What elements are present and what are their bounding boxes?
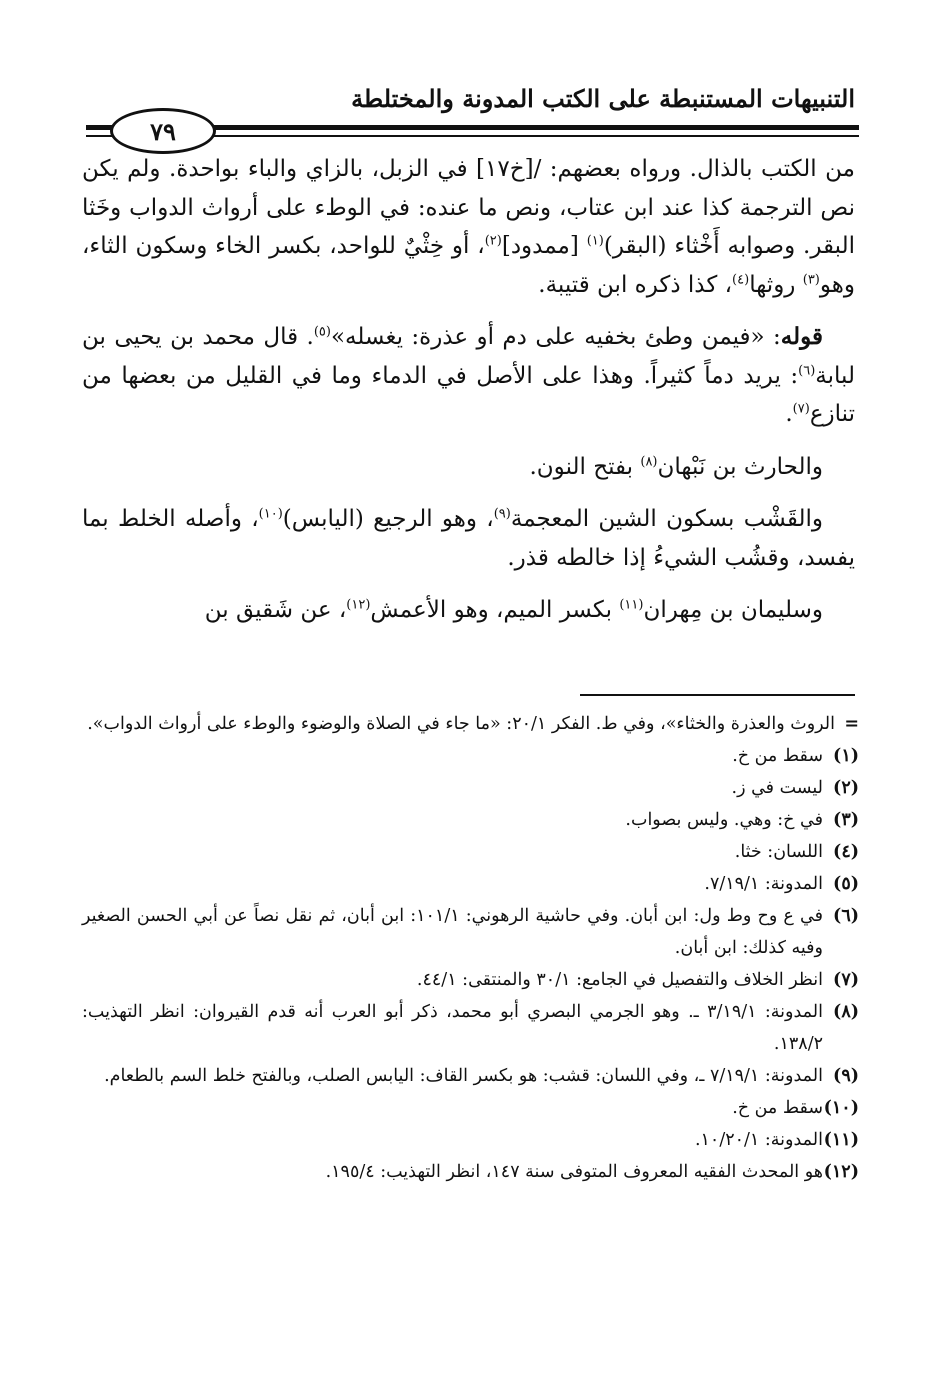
text-run: والقَشْب بسكون الشين المعجمة	[510, 506, 823, 532]
text-run: والحارث بن نَبْهان	[657, 453, 823, 480]
footnote-item	[82, 1060, 859, 1092]
footnote-item	[82, 1092, 859, 1124]
footnote-item	[82, 772, 859, 804]
paragraph-5	[82, 591, 855, 630]
footnote-ref[interactable]: (٣)	[802, 271, 820, 287]
text-run: ، أو خِثْيٌ للواحد، بكسر الخاء وسكون الثاء، وهو	[82, 233, 855, 298]
footnote-text: الروث والعذرة والخثاء»، وفي ط. الفكر ٢٠/١: «ما جاء في الصلاة والوضوء والوطء على أرواث الدواب».	[87, 714, 835, 734]
footnote-number: (٣)	[833, 810, 859, 830]
footnote-text: المدونة: ١٠/٢٠/١.	[694, 1130, 823, 1150]
footnote-ref[interactable]: (٤)	[732, 271, 750, 287]
footnote-ref[interactable]: (٦)	[798, 362, 816, 378]
footnote-ref[interactable]: (٧)	[792, 401, 810, 417]
text-run: وسليمان بن مِهران	[643, 597, 823, 623]
paragraph-1	[82, 150, 855, 304]
footnote-number: (٤)	[833, 842, 859, 862]
paragraph-2	[82, 318, 855, 434]
footnote-ref[interactable]: (١)	[586, 233, 604, 249]
footnote-list	[82, 740, 859, 1188]
footnote-number: (١٢)	[823, 1162, 859, 1182]
main-text	[82, 150, 855, 644]
footnote-text: انظر الخلاف والتفصيل في الجامع: ٣٠/١ والمنتقى: ٤٤/١.	[416, 970, 823, 990]
footnote-number: (٢)	[833, 778, 859, 798]
footnote-text: سقط من خ.	[732, 1098, 823, 1118]
footnote-ref[interactable]: (٢)	[484, 233, 502, 249]
paragraph-4	[82, 500, 855, 577]
footnote-ref[interactable]: (٥)	[313, 324, 331, 340]
footnote-text: المدونة: ٣/١٩/١ ـ. وهو الجرمي البصري أبو محمد، ذكر أبو العرب أنه قدم القيروان: انظر التهذيب: ١٣٨/٢.	[82, 1002, 823, 1054]
footnote-text: المدونة: ٧/١٩/١.	[704, 874, 823, 894]
text-run: بكسر الميم، وهو الأعمش	[370, 597, 620, 623]
footnote-text: سقط من خ.	[732, 746, 823, 766]
paragraph-3	[82, 448, 855, 487]
footnote-item	[82, 740, 859, 772]
footnote-ref[interactable]: (١٢)	[346, 597, 371, 613]
lead-word: قوله	[780, 323, 823, 350]
text-run: . قال محمد بن يحيى بن لبابة	[82, 324, 855, 389]
footnote-text: المدونة: ٧/١٩/١ ـ، وفي اللسان: قشب: هو بكسر القاف: اليابس الصلب، وبالفتح خلط السم بالطعام.	[104, 1066, 823, 1086]
footnote-number: (١١)	[823, 1130, 859, 1150]
footnote-text: هو المحدث الفقيه المعروف المتوفى سنة ١٤٧، انظر التهذيب: ١٩٥/٤.	[325, 1162, 823, 1182]
footnotes	[82, 708, 859, 1188]
footnote-item	[82, 868, 859, 900]
footnote-ref[interactable]: (٩)	[493, 506, 511, 522]
footnote-item	[82, 900, 859, 964]
text-run: [ممدود]	[501, 233, 587, 259]
text-run: : يريد دماً كثيراً. وهذا على الأصل في الدماء وما في القليل من بعضها من تنازع	[82, 362, 855, 427]
footnote-ref[interactable]: (١٠)	[258, 506, 283, 522]
footnote-item	[82, 804, 859, 836]
footnote-number: (٧)	[833, 970, 859, 990]
footnote-ref[interactable]: (١١)	[619, 597, 644, 613]
text-run: ، وهو الرجيع (اليابس)	[282, 506, 494, 532]
text-run: : «فيمن وطئ بخفيه على دم أو عذرة: يغسله»	[330, 324, 781, 350]
footnote-item	[82, 964, 859, 996]
footnote-continuation	[82, 708, 859, 740]
text-run: من الكتب بالذال. ورواه بعضهم: /[خ١٧] في الزبل، بالزاي والباء بواحدة. ولم يكن نص الترجمة كذا عند ابن عتاب، ونص ما عنده: في الوطء على أرواث الدواب وخَثا البقر. وصوابه أَخْثاء (البقر)	[82, 156, 856, 259]
footnote-separator	[580, 694, 855, 696]
footnote-text: ليست في ز.	[731, 778, 823, 798]
text-run: بفتح النون.	[529, 453, 641, 480]
footnote-item	[82, 996, 859, 1060]
text-run: .	[785, 401, 793, 427]
footnote-number: (١)	[833, 746, 859, 766]
footnote-number: (٥)	[833, 874, 859, 894]
footnote-number: (٦)	[833, 906, 859, 926]
continuation-mark: =	[844, 714, 859, 734]
text-run: روثها	[749, 271, 803, 298]
footnote-item	[82, 1156, 859, 1188]
footnote-text: في ع وح وط ول: ابن أبان. وفي حاشية الرهوني: ١٠١/١: ابن أبان، ثم نقل نصاً عن أبي الحسن الصغير وفيه كذلك: ابن أبان.	[82, 906, 823, 958]
page-number: ٧٩	[150, 116, 176, 146]
footnote-text: في خ: وهي. وليس بصواب.	[625, 810, 823, 830]
footnote-number: (٩)	[833, 1066, 859, 1086]
footnote-ref[interactable]: (٨)	[640, 453, 658, 469]
text-run: ، عن شَقيق بن	[204, 597, 347, 623]
running-header-title: التنبيهات المستنبطة على الكتب المدونة والمختلطة	[351, 84, 855, 113]
text-run: ، وأصله الخلط بما يفسد، وقشُب الشيءُ إذا خالطه قذر.	[82, 506, 855, 571]
text-run: ، كذا ذكره ابن قتيبة.	[538, 271, 733, 298]
footnote-number: (١٠)	[823, 1098, 859, 1118]
footnote-item	[82, 836, 859, 868]
footnote-text: اللسان: خثا.	[734, 842, 823, 862]
footnote-item	[82, 1124, 859, 1156]
page-number-badge	[110, 108, 216, 154]
footnote-number: (٨)	[833, 1002, 859, 1022]
